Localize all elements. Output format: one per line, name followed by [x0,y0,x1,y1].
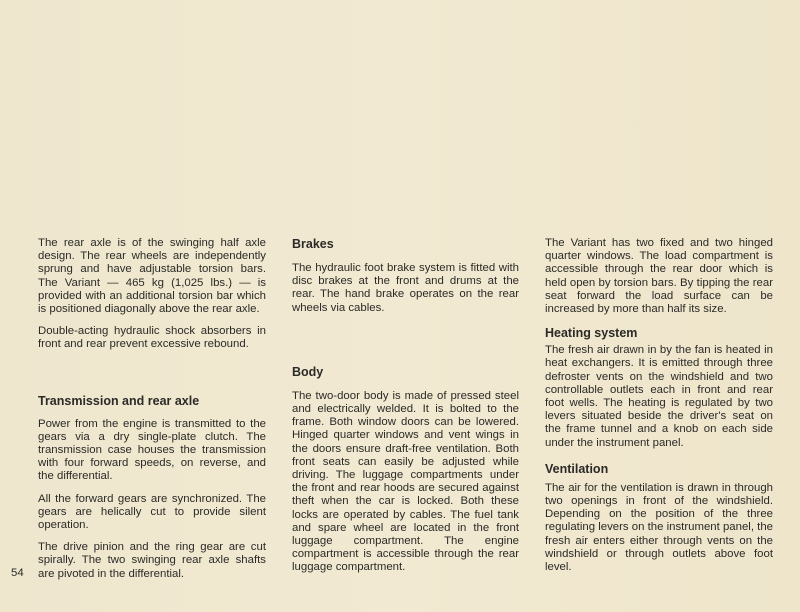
paragraph-gears: All the forward gears are synchronized. The gears are helically cut to provide silent operation. [38,492,266,532]
paragraph-heating: The fresh air drawn in by the fan is heated in heat exchangers. It is emitted through three defroster vents on the windshield and two controllable outlets each in front and rear foot wells. The heating is regulated by two levers situated beside the driver's seat on the frame tunnel and a knob on each side under the instrument panel. [545,344,773,449]
paragraph-variant-windows: The Variant has two fixed and two hinged quarter windows. The load compartment is accessible through the rear door which is held open by torsion bars. By tipping the rear seat forward the load surface can be increased by more than half its size. [545,237,773,316]
heading-ventilation: Ventilation [545,461,609,476]
heading-brakes: Brakes [292,237,334,251]
text-column-left [38,237,266,590]
paragraph-ventilation: The air for the ventilation is drawn in through two openings in front of the windshield. Depending on the position of the three regulating levers on the instrument panel, the fresh air enters either through vents on the windshield or through outlets above foot level. [545,481,773,574]
heading-transmission: Transmission and rear axle [38,393,200,408]
paragraph-drive-pinion: The drive pinion and the ring gear are cut spirally. The two swinging rear axle shafts are pivoted in the differential. [38,541,266,580]
heading-body: Body [292,364,324,379]
paragraph-rear-axle: The rear axle is of the swinging half axle design. The rear wheels are independently sprung and have adjustable torsion bars. The Variant — 465 kg (1,025 lbs.) — is provided with an additional torsion bar which is positioned diagonally above the rear axle. [38,237,266,316]
paragraph-transmission: Power from the engine is transmitted to the gears via a dry single-plate clutch. The transmission case houses the transmission with four forward speeds, on reverse, and the differential. [38,417,266,483]
text-column-right [545,237,773,583]
page-number: 54 [11,567,24,579]
text-column-middle [292,237,519,584]
heading-heating-system: Heating system [545,326,638,341]
paragraph-brakes: The hydraulic foot brake system is fitted with disc brakes at the front and drums at the rear. The hand brake operates on the rear wheels via cables. [292,262,519,314]
paragraph-shock-absorbers: Double-acting hydraulic shock absorbers in front and rear prevent excessive rebound. [38,325,266,351]
paragraph-body: The two-door body is made of pressed steel and electrically welded. It is bolted to the frame. Both window doors can be lowered. Hinged quarter windows and vent wings in the doors ensure draft-free ventilation. Both front seats can easily be adjusted while driving. The luggage compartments under the front and rear hoods are secured against theft when the car is locked. Both these locks are operated by cables. The fuel tank and spare wheel are located in the front luggage compartment. The engine compartment is accessible through the rear luggage compartment. [292,389,519,574]
